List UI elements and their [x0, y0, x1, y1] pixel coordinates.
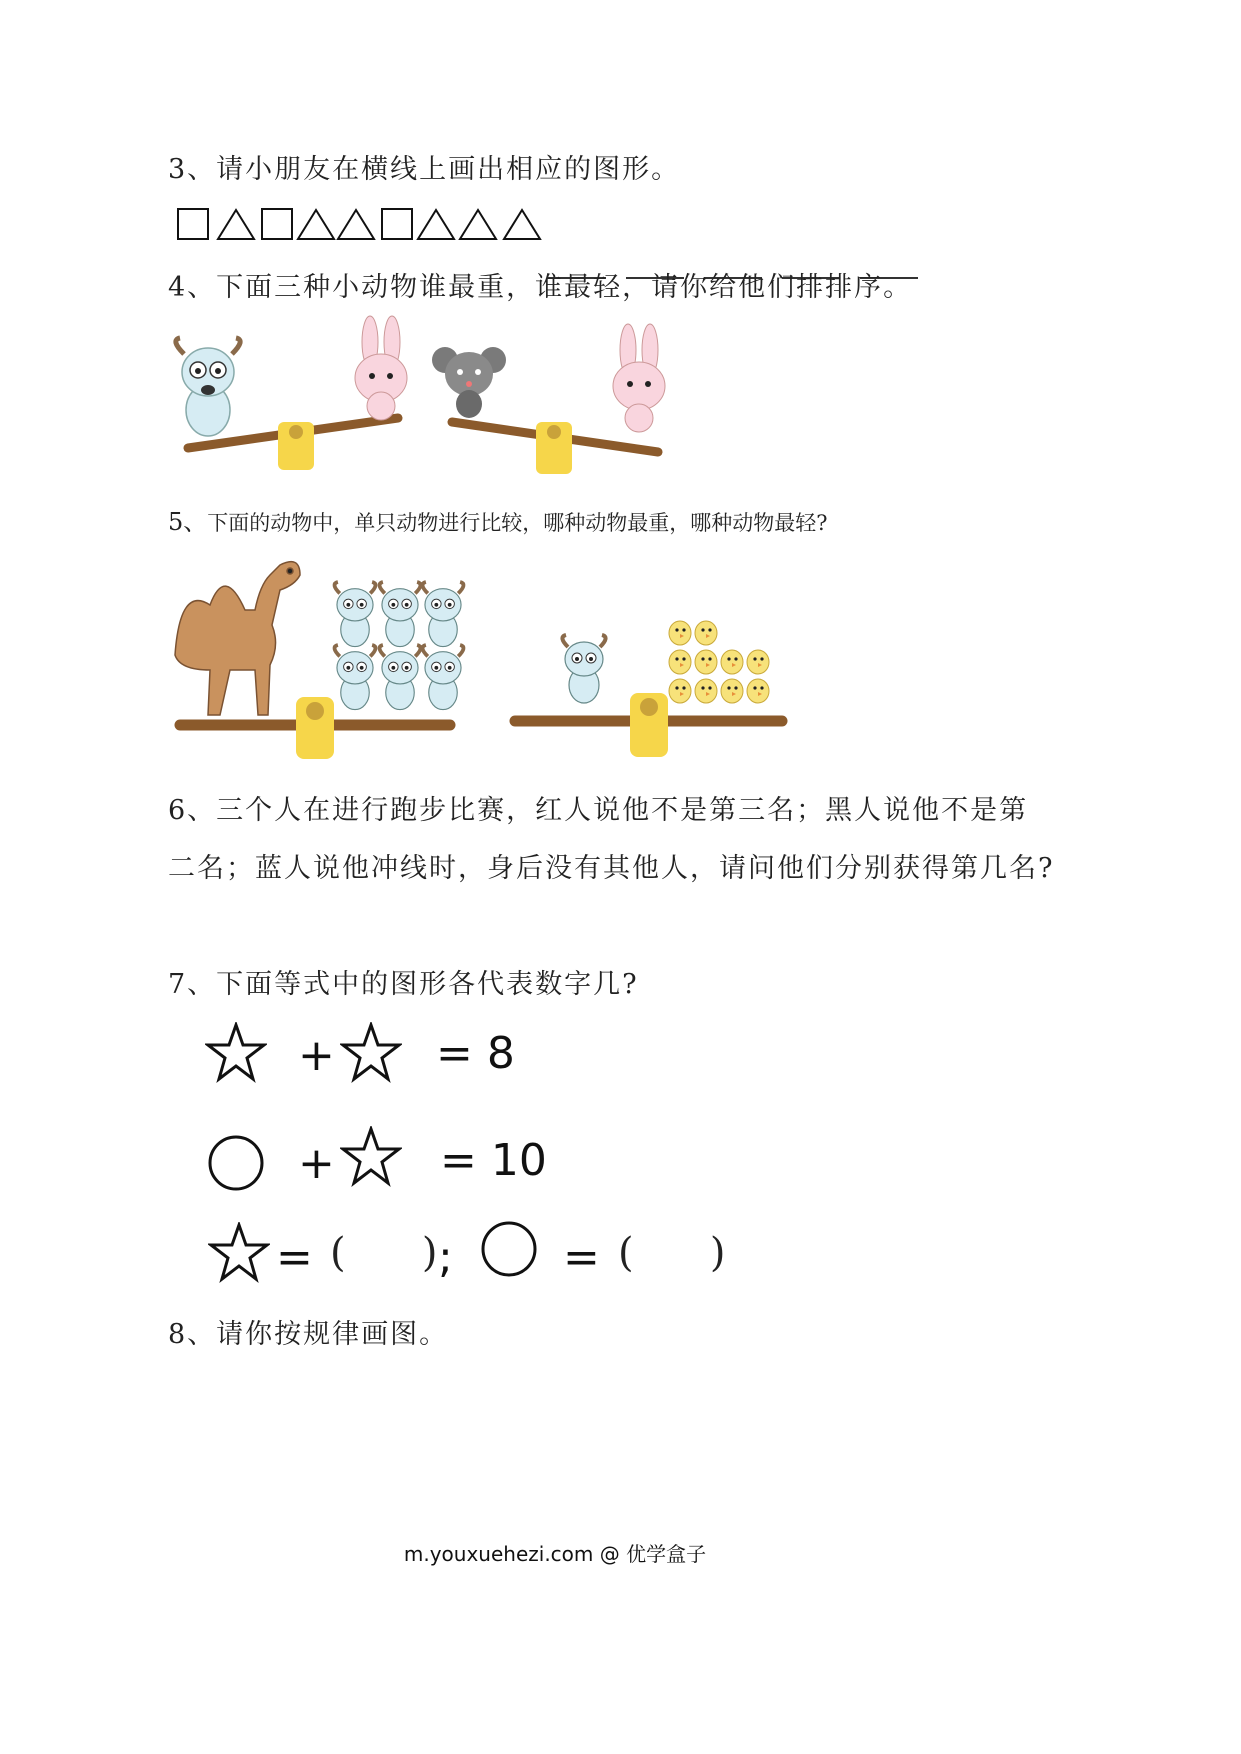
question-3-text: 3、请小朋友在横线上画出相应的图形。	[168, 154, 681, 185]
plus-sign: +	[298, 1138, 335, 1189]
goat-icon	[335, 582, 376, 647]
chick-icon	[669, 679, 691, 703]
question-5-text	[168, 502, 828, 537]
equation-2-result: = 10	[440, 1135, 547, 1186]
chick-icon	[747, 679, 769, 703]
chick-icon	[721, 650, 743, 674]
footer-watermark: m.youxuehezi.com @ 优学盒子	[403, 1542, 707, 1566]
chick-icon	[747, 650, 769, 674]
question-5-number: 5、	[168, 508, 208, 536]
question-7-text: 7、下面等式中的图形各代表数字几?	[168, 969, 639, 1000]
mouse-icon	[432, 347, 506, 418]
chick-icon	[695, 679, 717, 703]
star-icon	[208, 1222, 270, 1284]
goat-icon	[423, 645, 464, 710]
shape-sequence	[170, 205, 550, 245]
goat-icon	[562, 635, 605, 703]
circle-answer-parentheses[interactable]: ( )	[618, 1230, 726, 1276]
plus-sign: +	[298, 1030, 335, 1081]
seesaw-illustration-2	[160, 545, 800, 765]
rabbit-icon	[355, 316, 407, 420]
seesaw-illustration-1	[160, 310, 700, 480]
chick-icon	[695, 650, 717, 674]
goat-group	[335, 582, 464, 710]
goat-icon	[335, 645, 376, 710]
goat-icon	[423, 582, 464, 647]
semicolon: ;	[438, 1232, 453, 1283]
circle-icon	[478, 1218, 540, 1280]
seesaw-goat-chicks	[515, 693, 782, 757]
chick-icon	[695, 621, 717, 645]
equation-1-result: = 8	[436, 1028, 515, 1079]
question-6-line-2: 二名；蓝人说他冲线时，身后没有其他人，请问他们分别获得第几名?	[168, 853, 1055, 884]
square-shape	[382, 209, 412, 239]
triangle-shape	[218, 210, 254, 239]
goat-icon	[380, 645, 421, 710]
star-icon	[205, 1022, 267, 1084]
camel-icon	[175, 562, 300, 715]
chick-icon	[721, 679, 743, 703]
triangle-shape	[460, 210, 496, 239]
equals-sign: =	[276, 1232, 313, 1283]
chick-group	[669, 621, 769, 703]
goat-icon	[380, 582, 421, 647]
question-4-text: 4、下面三种小动物谁最重，谁最轻，请你给他们排排序。	[168, 272, 913, 303]
square-shape	[262, 209, 292, 239]
rabbit-icon	[613, 324, 665, 432]
star-icon	[340, 1022, 402, 1084]
triangle-shape	[418, 210, 454, 239]
star-answer-parentheses[interactable]: ( )	[330, 1230, 438, 1276]
triangle-shape	[298, 210, 334, 239]
star-icon	[340, 1126, 402, 1188]
chick-icon	[669, 650, 691, 674]
question-6-line-1: 6、三个人在进行跑步比赛，红人说他不是第三名；黑人说他不是第	[168, 795, 1029, 826]
goat-icon	[176, 338, 240, 436]
equals-sign: =	[563, 1232, 600, 1283]
seesaw-right	[452, 422, 658, 474]
triangle-shape	[504, 210, 540, 239]
square-shape	[178, 209, 208, 239]
question-5-body: 下面的动物中，单只动物进行比较，哪种动物最重，哪种动物最轻?	[207, 511, 828, 535]
chick-icon	[669, 621, 691, 645]
circle-icon	[205, 1132, 267, 1194]
triangle-shape	[338, 210, 374, 239]
question-8-text: 8、请你按规律画图。	[168, 1319, 449, 1350]
